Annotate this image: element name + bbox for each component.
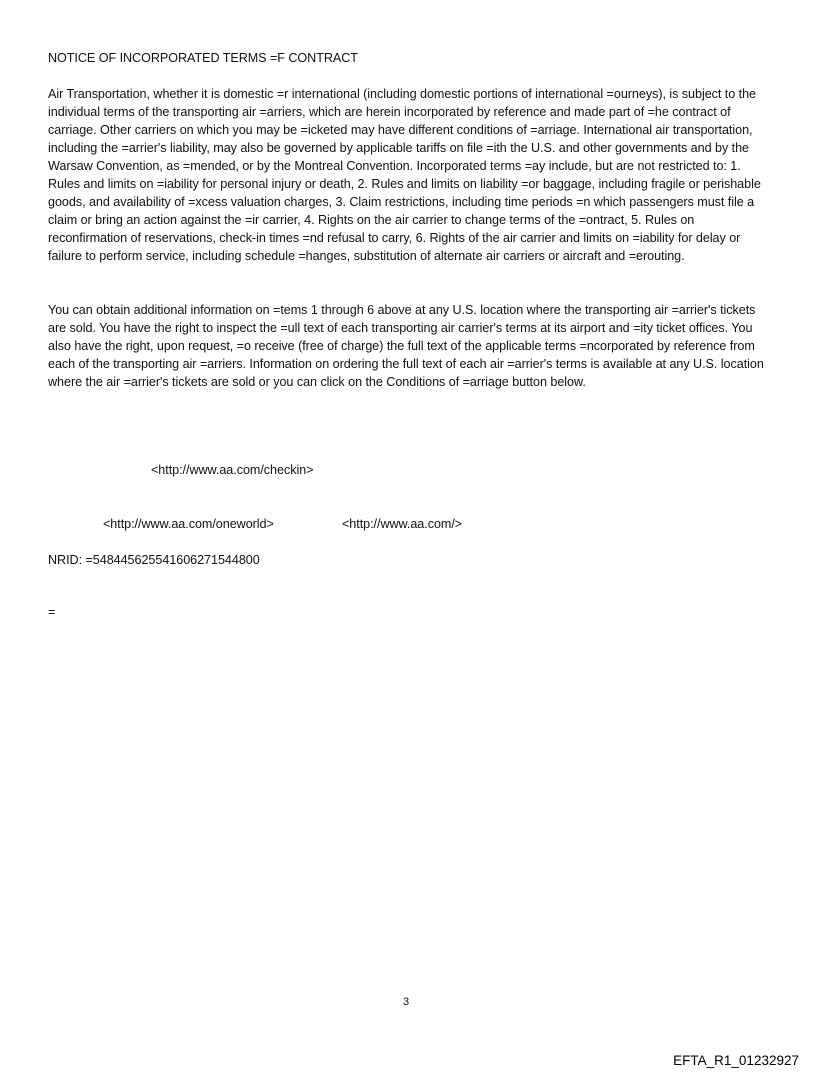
aa-home-link[interactable]: <http://www.aa.com/> xyxy=(342,517,463,531)
nrid-line: NRID: =548445625541606271544800 xyxy=(48,553,260,567)
oneworld-link[interactable]: <http://www.aa.com/oneworld> xyxy=(103,517,274,531)
trailing-marker: = xyxy=(48,605,56,619)
terms-paragraph-2: You can obtain additional information on =tems 1 through 6 above at any U.S. location where the transporting air =arrier's tickets are sold. You have the right to inspect the =ull text of each transporting air carrier's terms at its airport and =ity ticket offices. You also have the right, upon request, =o receive (free of charge) the full text of the applicable terms =ncorporated by reference from each of the transporting air =arriers. Information on ordering the full text of each air =arrier's terms is available at any U.S. location where the air =arrier's tickets are sold or you can click on the Conditions of =arriage button below. xyxy=(48,303,764,389)
document-id-stamp: EFTA_R1_01232927 xyxy=(673,1053,799,1068)
page-number: 3 xyxy=(403,996,410,1008)
notice-title: NOTICE OF INCORPORATED TERMS =F CONTRACT xyxy=(48,51,358,65)
checkin-link[interactable]: <http://www.aa.com/checkin> xyxy=(151,463,314,477)
terms-paragraph-1: Air Transportation, whether it is domestic =r international (including domestic portions of international =ourneys), is subject to the individual terms of the transporting air =arriers, which are herein incorporated by reference and made part of =he contract of carriage. Other carriers on which you may be =icketed may have different conditions of =arriage. International air transportation, including the =arrier's liability, may also be governed by applicable tariffs on file =ith the U.S. and other governments and by the Warsaw Convention, as =mended, or by the Montreal Convention. Incorporated terms =ay include, but are not restricted to: 1. Rules and limits on =iability for personal injury or death, 2. Rules and limits on liability =or baggage, including fragile or perishable goods, and availability of =xcess valuation charges, 3. Claim restrictions, including time periods =n which passengers must file a claim or bring an action against the =ir carrier, 4. Rights on the air carrier to change terms of the =ontract, 5. Rules on reconfirmation of reservations, check-in times =nd refusal to carry, 6. Rights of the air carrier and limits on =iability for delay or failure to perform service, including schedule =hanges, substitution of alternate air carriers or aircraft and =erouting. xyxy=(48,87,761,263)
